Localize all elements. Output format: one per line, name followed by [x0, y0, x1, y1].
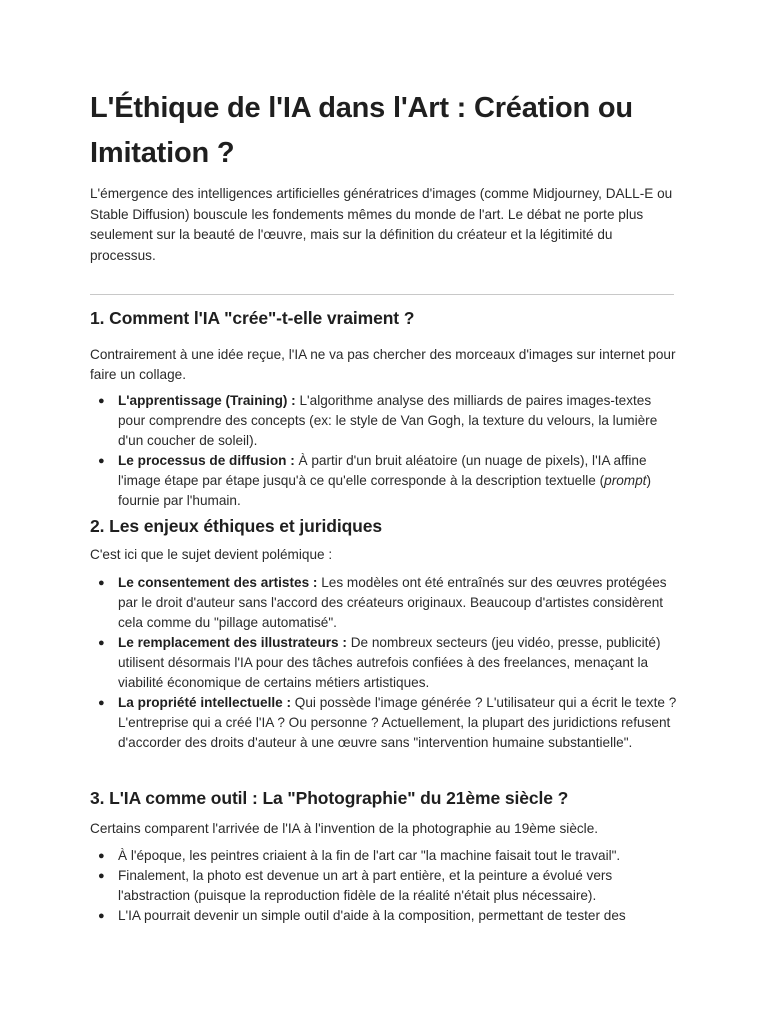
item-term: La propriété intellectuelle :	[118, 695, 291, 710]
item-term: Le processus de diffusion :	[118, 453, 295, 468]
section-1	[90, 306, 680, 511]
section-lead: Certains comparent l'arrivée de l'IA à l'invention de la photographie au 19ème siècle.	[90, 821, 599, 836]
list-item	[90, 391, 680, 451]
list-item	[90, 693, 680, 753]
intro-paragraph: L'émergence des intelligences artificielles génératrices d'images (comme Midjourney, DALL-E ou Stable Diffusion) bouscule les fondements mêmes du monde de l'art. Le débat ne porte plus seulement sur la beauté de l'œuvre, mais sur la définition du créateur et la légitimité du processus.	[90, 186, 673, 263]
item-text-end: ) fournie par l'humain.	[118, 473, 651, 508]
bullet-icon: ●	[98, 850, 105, 862]
item-text: Qui possède l'image générée ? L'utilisateur qui a écrit le texte ? L'entreprise qui a créé l'IA ? Ou personne ? Actuellement, la plupart des juridictions refusent d'accorder des droits d'auteur à une œuvre sans "intervention humaine substantielle".	[118, 695, 677, 750]
section-lead: Contrairement à une idée reçue, l'IA ne va pas chercher des morceaux d'images sur internet pour faire un collage.	[90, 347, 676, 382]
section-heading: 2. Les enjeux éthiques et juridiques	[90, 516, 383, 536]
bullet-icon: ●	[98, 910, 105, 922]
item-text: À partir d'un bruit aléatoire (un nuage de pixels), l'IA affine l'image étape par étape jusqu'à ce qu'elle corresponde à la description textuelle (	[118, 453, 647, 488]
document-title: L'Éthique de l'IA dans l'Art : Création ou Imitation ?	[90, 92, 633, 169]
bullet-icon: ●	[98, 577, 105, 589]
bullet-icon: ●	[98, 455, 105, 467]
item-text: L'IA pourrait devenir un simple outil d'aide à la composition, permettant de tester des	[118, 908, 626, 923]
section-heading: 1. Comment l'IA "crée"-t-elle vraiment ?	[90, 308, 415, 328]
item-emphasis: prompt	[604, 473, 647, 488]
item-text: Finalement, la photo est devenue un art à part entière, et la peinture a évolué vers l'abstraction (puisque la reproduction fidèle de la réalité n'était plus nécessaire).	[118, 868, 613, 903]
bullet-icon: ●	[98, 637, 105, 649]
list-item	[90, 846, 680, 866]
bullet-list	[90, 573, 680, 753]
bullet-list	[90, 846, 680, 926]
horizontal-divider	[90, 294, 674, 295]
item-text: L'algorithme analyse des milliards de paires images-textes pour comprendre des concepts (ex: le style de Van Gogh, la texture du velours, la lumière d'un coucher de soleil).	[118, 393, 658, 448]
list-item	[90, 451, 680, 511]
item-term: Le remplacement des illustrateurs :	[118, 635, 347, 650]
section-3	[90, 786, 680, 926]
item-text: De nombreux secteurs (jeu vidéo, presse, publicité) utilisent désormais l'IA pour des tâches autrefois confiées à des freelances, menaçant la viabilité économique de certains métiers artistiques.	[118, 635, 661, 690]
list-item	[90, 906, 680, 926]
section-lead: C'est ici que le sujet devient polémique :	[90, 547, 333, 562]
bullet-icon: ●	[98, 697, 105, 709]
list-item	[90, 866, 680, 906]
section-heading: 3. L'IA comme outil : La "Photographie" du 21ème siècle ?	[90, 788, 569, 808]
bullet-icon: ●	[98, 870, 105, 882]
list-item	[90, 633, 680, 693]
item-text: Les modèles ont été entraînés sur des œuvres protégées par le droit d'auteur sans l'accord des créateurs originaux. Beaucoup d'artistes considèrent cela comme du "pillage automatisé".	[118, 575, 667, 630]
bullet-icon: ●	[98, 395, 105, 407]
item-term: L'apprentissage (Training) :	[118, 393, 296, 408]
bullet-list	[90, 391, 680, 511]
item-term: Le consentement des artistes :	[118, 575, 318, 590]
item-text: À l'époque, les peintres criaient à la fin de l'art car "la machine faisait tout le travail".	[118, 848, 621, 863]
section-2	[90, 514, 680, 753]
list-item	[90, 573, 680, 633]
